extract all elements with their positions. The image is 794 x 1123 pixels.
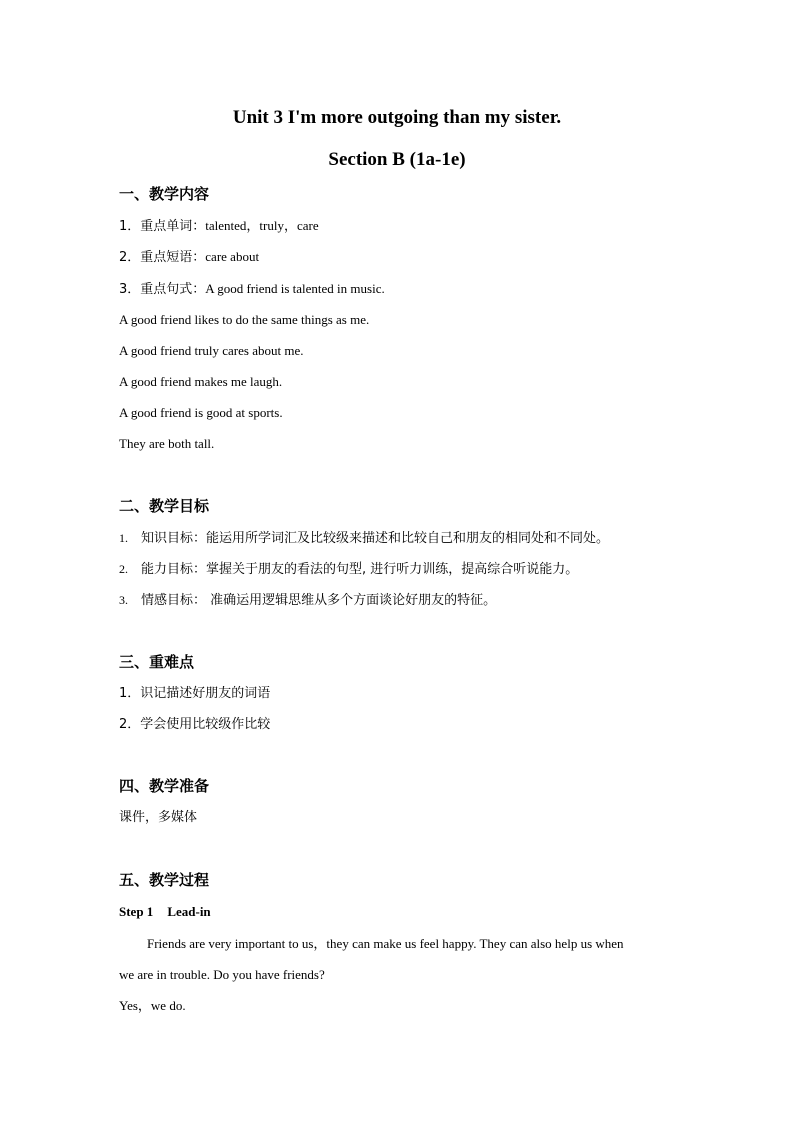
content-item-text: talented，truly，care [205,218,319,233]
content-item-prefix: 2．重点短语： [119,250,206,265]
goal-text: 能力目标：掌握关于朋友的看法的句型, 进行听力训练，提高综合听说能力。 [141,562,579,577]
key-point-item: 1．识记描述好朋友的词语 [119,686,271,701]
goal-number: 1. [119,531,128,545]
sentence-line: They are both tall. [119,436,215,451]
section-heading-goals: 二、教学目标 [119,497,210,515]
document-title: Unit 3 I'm more outgoing than my sister. [232,107,562,128]
content-item-words [119,219,319,233]
answer-line: Yes，we do. [119,998,186,1013]
sentence-line: A good friend is good at sports. [119,405,283,420]
paragraph-line: we are in trouble. Do you have friends? [119,967,325,982]
step-label: Step 1 [119,904,154,919]
sentence-line: A good friend makes me laugh. [119,374,283,389]
step-title: Lead-in [167,904,211,919]
content-item-phrases [119,250,259,264]
step-heading [119,905,211,918]
section-heading-key-points: 三、重难点 [119,653,195,671]
sentence-line: A good friend truly cares about me. [119,343,304,358]
goal-text: 情感目标： 准确运用逻辑思维从多个方面谈论好朋友的特征。 [141,593,497,608]
content-item-prefix: 3．重点句式： [119,282,206,297]
goal-item [119,593,496,607]
content-item-sentences [119,282,385,296]
goal-number: 3. [119,593,128,607]
key-point-item: 2．学会使用比较级作比较 [119,717,271,732]
goal-number: 2. [119,562,128,576]
content-item-prefix: 1．重点单词： [119,219,206,234]
content-item-text: A good friend is talented in music. [205,281,385,296]
section-heading-process: 五、教学过程 [119,871,210,889]
document-subtitle: Section B (1a-1e) [328,149,466,170]
content-item-text: care about [205,249,260,264]
goal-item [119,531,609,545]
goal-text: 知识目标：能运用所学词汇及比较级来描述和比较自己和朋友的相同处和不同处。 [141,531,610,546]
sentence-line: A good friend likes to do the same things as me. [119,312,370,327]
section-heading-preparation: 四、教学准备 [119,777,210,795]
section-heading-content: 一、教学内容 [119,185,210,203]
preparation-text: 课件，多媒体 [119,810,198,825]
paragraph-line: Friends are very important to us，they can make us feel happy. They can also help us when [147,936,624,951]
goal-item [119,562,578,576]
